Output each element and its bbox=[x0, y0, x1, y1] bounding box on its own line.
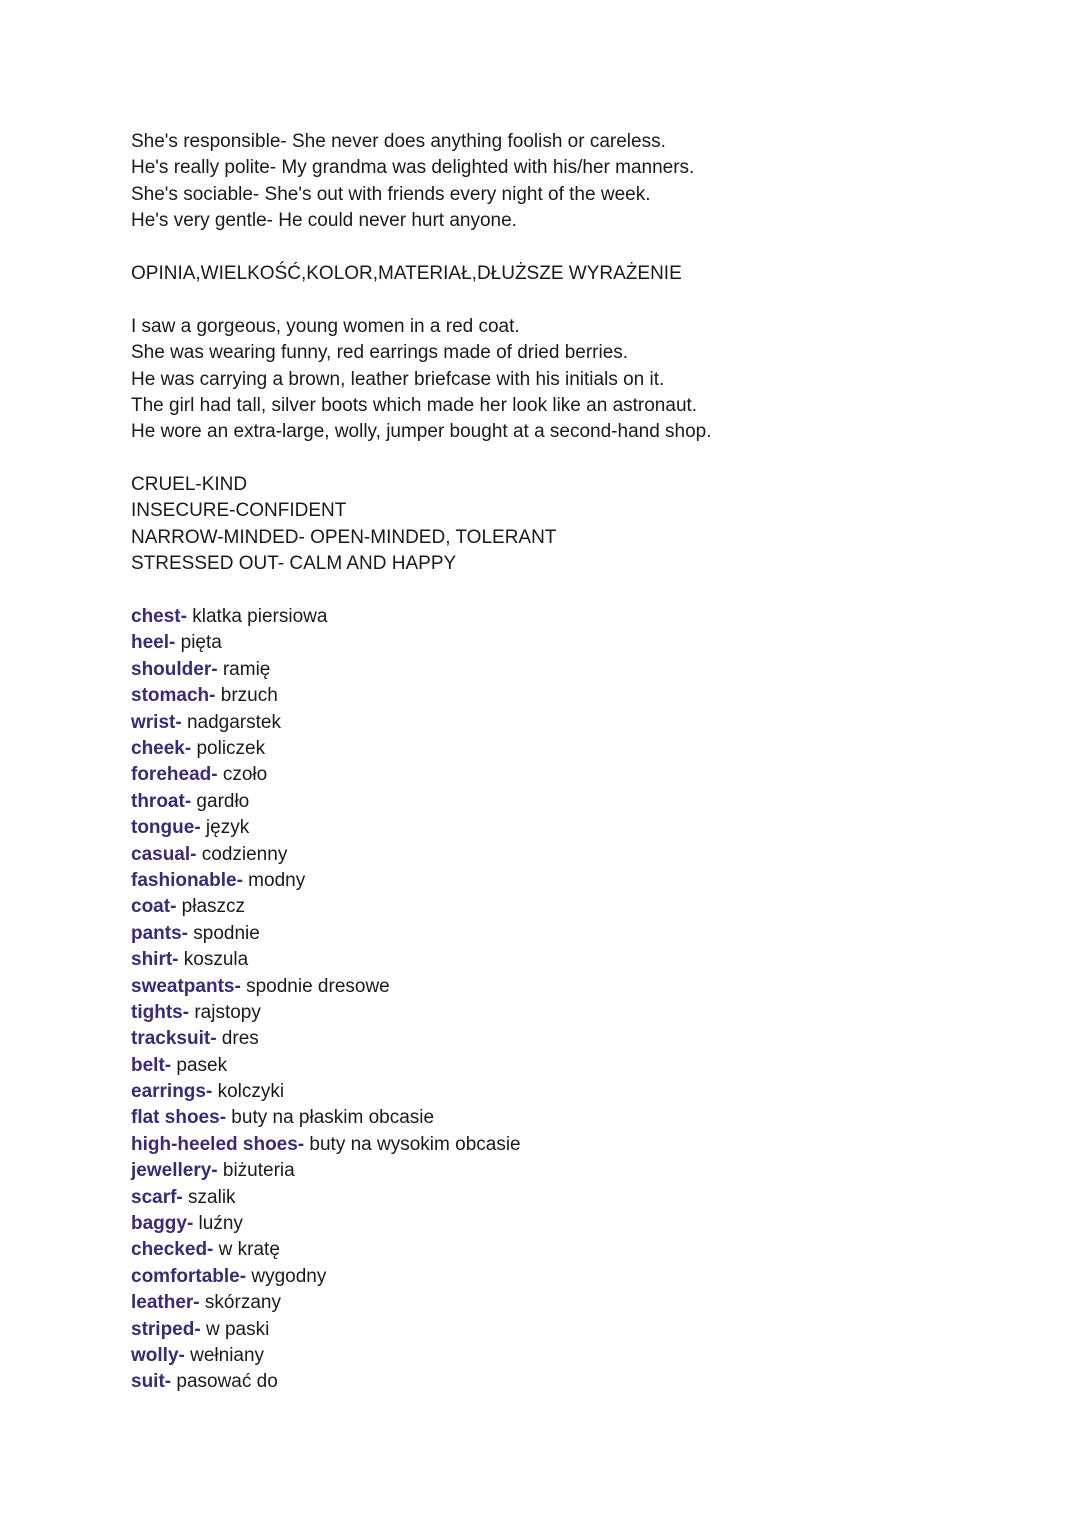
vocabulary-term: striped- bbox=[131, 1318, 201, 1340]
sentence-line: She's responsible- She never does anything foolish or careless. bbox=[131, 131, 666, 152]
vocabulary-item bbox=[131, 921, 1031, 947]
vocabulary-translation: płaszcz bbox=[176, 896, 246, 918]
vocabulary-translation: wygodny bbox=[246, 1265, 327, 1287]
vocabulary-term: baggy- bbox=[131, 1213, 194, 1235]
vocabulary-term: shoulder- bbox=[131, 658, 218, 680]
vocabulary-translation: pasować do bbox=[171, 1371, 278, 1393]
spacer bbox=[131, 235, 1031, 261]
vocabulary-translation: dres bbox=[216, 1028, 259, 1050]
vocabulary-item bbox=[131, 1343, 1031, 1369]
vocabulary-translation: policzek bbox=[191, 737, 266, 759]
vocabulary-term: forehead- bbox=[131, 764, 218, 786]
vocabulary-item bbox=[131, 815, 1031, 841]
vocabulary-item bbox=[131, 1211, 1031, 1237]
adjective-order-examples bbox=[131, 314, 1031, 446]
adjective-order-heading: OPINIA,WIELKOŚĆ,KOLOR,MATERIAŁ,DŁUŻSZE WYRAŻENIE bbox=[131, 262, 682, 284]
opposite-pair: NARROW-MINDED- OPEN-MINDED, TOLERANT bbox=[131, 526, 557, 548]
vocabulary-translation: nadgarstek bbox=[181, 711, 281, 733]
spacer bbox=[131, 287, 1031, 313]
vocabulary-term: heel- bbox=[131, 632, 176, 654]
example-line: I saw a gorgeous, young women in a red coat. bbox=[131, 315, 520, 337]
vocabulary-term: tongue- bbox=[131, 817, 201, 839]
vocabulary-translation: ramię bbox=[217, 658, 271, 680]
vocabulary-term: comfortable- bbox=[131, 1265, 247, 1287]
vocabulary-term: casual- bbox=[131, 843, 197, 865]
vocabulary-translation: gardło bbox=[191, 790, 250, 812]
document-page bbox=[131, 129, 1031, 1396]
vocabulary-term: wolly- bbox=[131, 1344, 185, 1366]
spacer bbox=[131, 446, 1031, 472]
vocabulary-item bbox=[131, 947, 1031, 973]
vocabulary-term: earrings- bbox=[131, 1081, 213, 1103]
vocabulary-translation: szalik bbox=[182, 1186, 236, 1208]
vocabulary-item bbox=[131, 1132, 1031, 1158]
vocabulary-translation: buty na płaskim obcasie bbox=[226, 1107, 435, 1129]
vocabulary-item bbox=[131, 974, 1031, 1000]
vocabulary-translation: codzienny bbox=[196, 843, 288, 865]
vocabulary-term: wrist- bbox=[131, 711, 182, 733]
vocabulary-translation: język bbox=[200, 817, 250, 839]
vocabulary-item bbox=[131, 604, 1031, 630]
vocabulary-term: coat- bbox=[131, 896, 177, 918]
vocabulary-term: tracksuit- bbox=[131, 1028, 217, 1050]
vocabulary-term: flat shoes- bbox=[131, 1107, 227, 1129]
vocabulary-item bbox=[131, 657, 1031, 683]
vocabulary-term: shirt- bbox=[131, 949, 179, 971]
opposite-pair: INSECURE-CONFIDENT bbox=[131, 500, 347, 522]
vocabulary-item bbox=[131, 894, 1031, 920]
vocabulary-item bbox=[131, 1290, 1031, 1316]
vocabulary-term: jewellery- bbox=[131, 1160, 218, 1182]
vocabulary-item bbox=[131, 736, 1031, 762]
vocabulary-translation: biżuteria bbox=[217, 1160, 295, 1182]
vocabulary-list bbox=[131, 604, 1031, 1396]
opposite-pair: STRESSED OUT- CALM AND HAPPY bbox=[131, 553, 457, 575]
vocabulary-translation: klatka piersiowa bbox=[186, 606, 328, 628]
vocabulary-translation: pasek bbox=[171, 1054, 228, 1076]
vocabulary-item bbox=[131, 1185, 1031, 1211]
vocabulary-term: cheek- bbox=[131, 737, 192, 759]
vocabulary-item bbox=[131, 1158, 1031, 1184]
vocabulary-item bbox=[131, 762, 1031, 788]
vocabulary-term: checked- bbox=[131, 1239, 214, 1261]
vocabulary-translation: kolczyki bbox=[212, 1081, 285, 1103]
vocabulary-term: suit- bbox=[131, 1371, 172, 1393]
example-line: He was carrying a brown, leather briefcase with his initials on it. bbox=[131, 368, 665, 390]
vocabulary-item bbox=[131, 1264, 1031, 1290]
vocabulary-term: belt- bbox=[131, 1054, 172, 1076]
vocabulary-translation: czoło bbox=[217, 764, 268, 786]
vocabulary-translation: koszula bbox=[178, 949, 249, 971]
vocabulary-term: fashionable- bbox=[131, 869, 243, 891]
vocabulary-item bbox=[131, 1079, 1031, 1105]
vocabulary-translation: modny bbox=[242, 869, 306, 891]
vocabulary-item bbox=[131, 842, 1031, 868]
vocabulary-item bbox=[131, 1237, 1031, 1263]
sentence-line: She's sociable- She's out with friends every night of the week. bbox=[131, 183, 651, 205]
vocabulary-term: high-heeled shoes- bbox=[131, 1133, 305, 1155]
sentence-line: He's really polite- My grandma was delighted with his/her manners. bbox=[131, 157, 695, 179]
opposites-list bbox=[131, 472, 1031, 578]
vocabulary-item bbox=[131, 1053, 1031, 1079]
example-line: She was wearing funny, red earrings made of dried berries. bbox=[131, 342, 629, 364]
vocabulary-translation: luźny bbox=[193, 1213, 243, 1235]
vocabulary-item bbox=[131, 1026, 1031, 1052]
vocabulary-translation: w paski bbox=[200, 1318, 270, 1340]
vocabulary-item bbox=[131, 1317, 1031, 1343]
vocabulary-translation: skórzany bbox=[199, 1292, 281, 1314]
vocabulary-translation: w kratę bbox=[213, 1239, 280, 1261]
vocabulary-translation: wełniany bbox=[184, 1344, 265, 1366]
vocabulary-term: scarf- bbox=[131, 1186, 183, 1208]
vocabulary-item bbox=[131, 710, 1031, 736]
vocabulary-translation: rajstopy bbox=[189, 1001, 261, 1023]
vocabulary-item bbox=[131, 789, 1031, 815]
vocabulary-item bbox=[131, 1105, 1031, 1131]
vocabulary-translation: spodnie dresowe bbox=[240, 975, 390, 997]
vocabulary-term: throat- bbox=[131, 790, 192, 812]
vocabulary-translation: brzuch bbox=[215, 685, 278, 707]
spacer bbox=[131, 578, 1031, 604]
vocabulary-item bbox=[131, 1000, 1031, 1026]
vocabulary-term: stomach- bbox=[131, 685, 216, 707]
vocabulary-term: pants- bbox=[131, 922, 188, 944]
vocabulary-item bbox=[131, 683, 1031, 709]
example-line: He wore an extra-large, wolly, jumper bought at a second-hand shop. bbox=[131, 421, 712, 443]
vocabulary-item bbox=[131, 868, 1031, 894]
vocabulary-term: chest- bbox=[131, 606, 187, 628]
vocabulary-item bbox=[131, 1369, 1031, 1395]
vocabulary-translation: pięta bbox=[175, 632, 222, 654]
example-line: The girl had tall, silver boots which made her look like an astronaut. bbox=[131, 394, 698, 416]
personality-sentences bbox=[131, 129, 1031, 235]
sentence-line: He's very gentle- He could never hurt anyone. bbox=[131, 210, 517, 232]
vocabulary-translation: buty na wysokim obcasie bbox=[304, 1133, 521, 1155]
vocabulary-term: sweatpants- bbox=[131, 975, 241, 997]
opposite-pair: CRUEL-KIND bbox=[131, 474, 248, 496]
vocabulary-translation: spodnie bbox=[188, 922, 260, 944]
vocabulary-term: leather- bbox=[131, 1292, 200, 1314]
vocabulary-term: tights- bbox=[131, 1001, 190, 1023]
vocabulary-item bbox=[131, 630, 1031, 656]
